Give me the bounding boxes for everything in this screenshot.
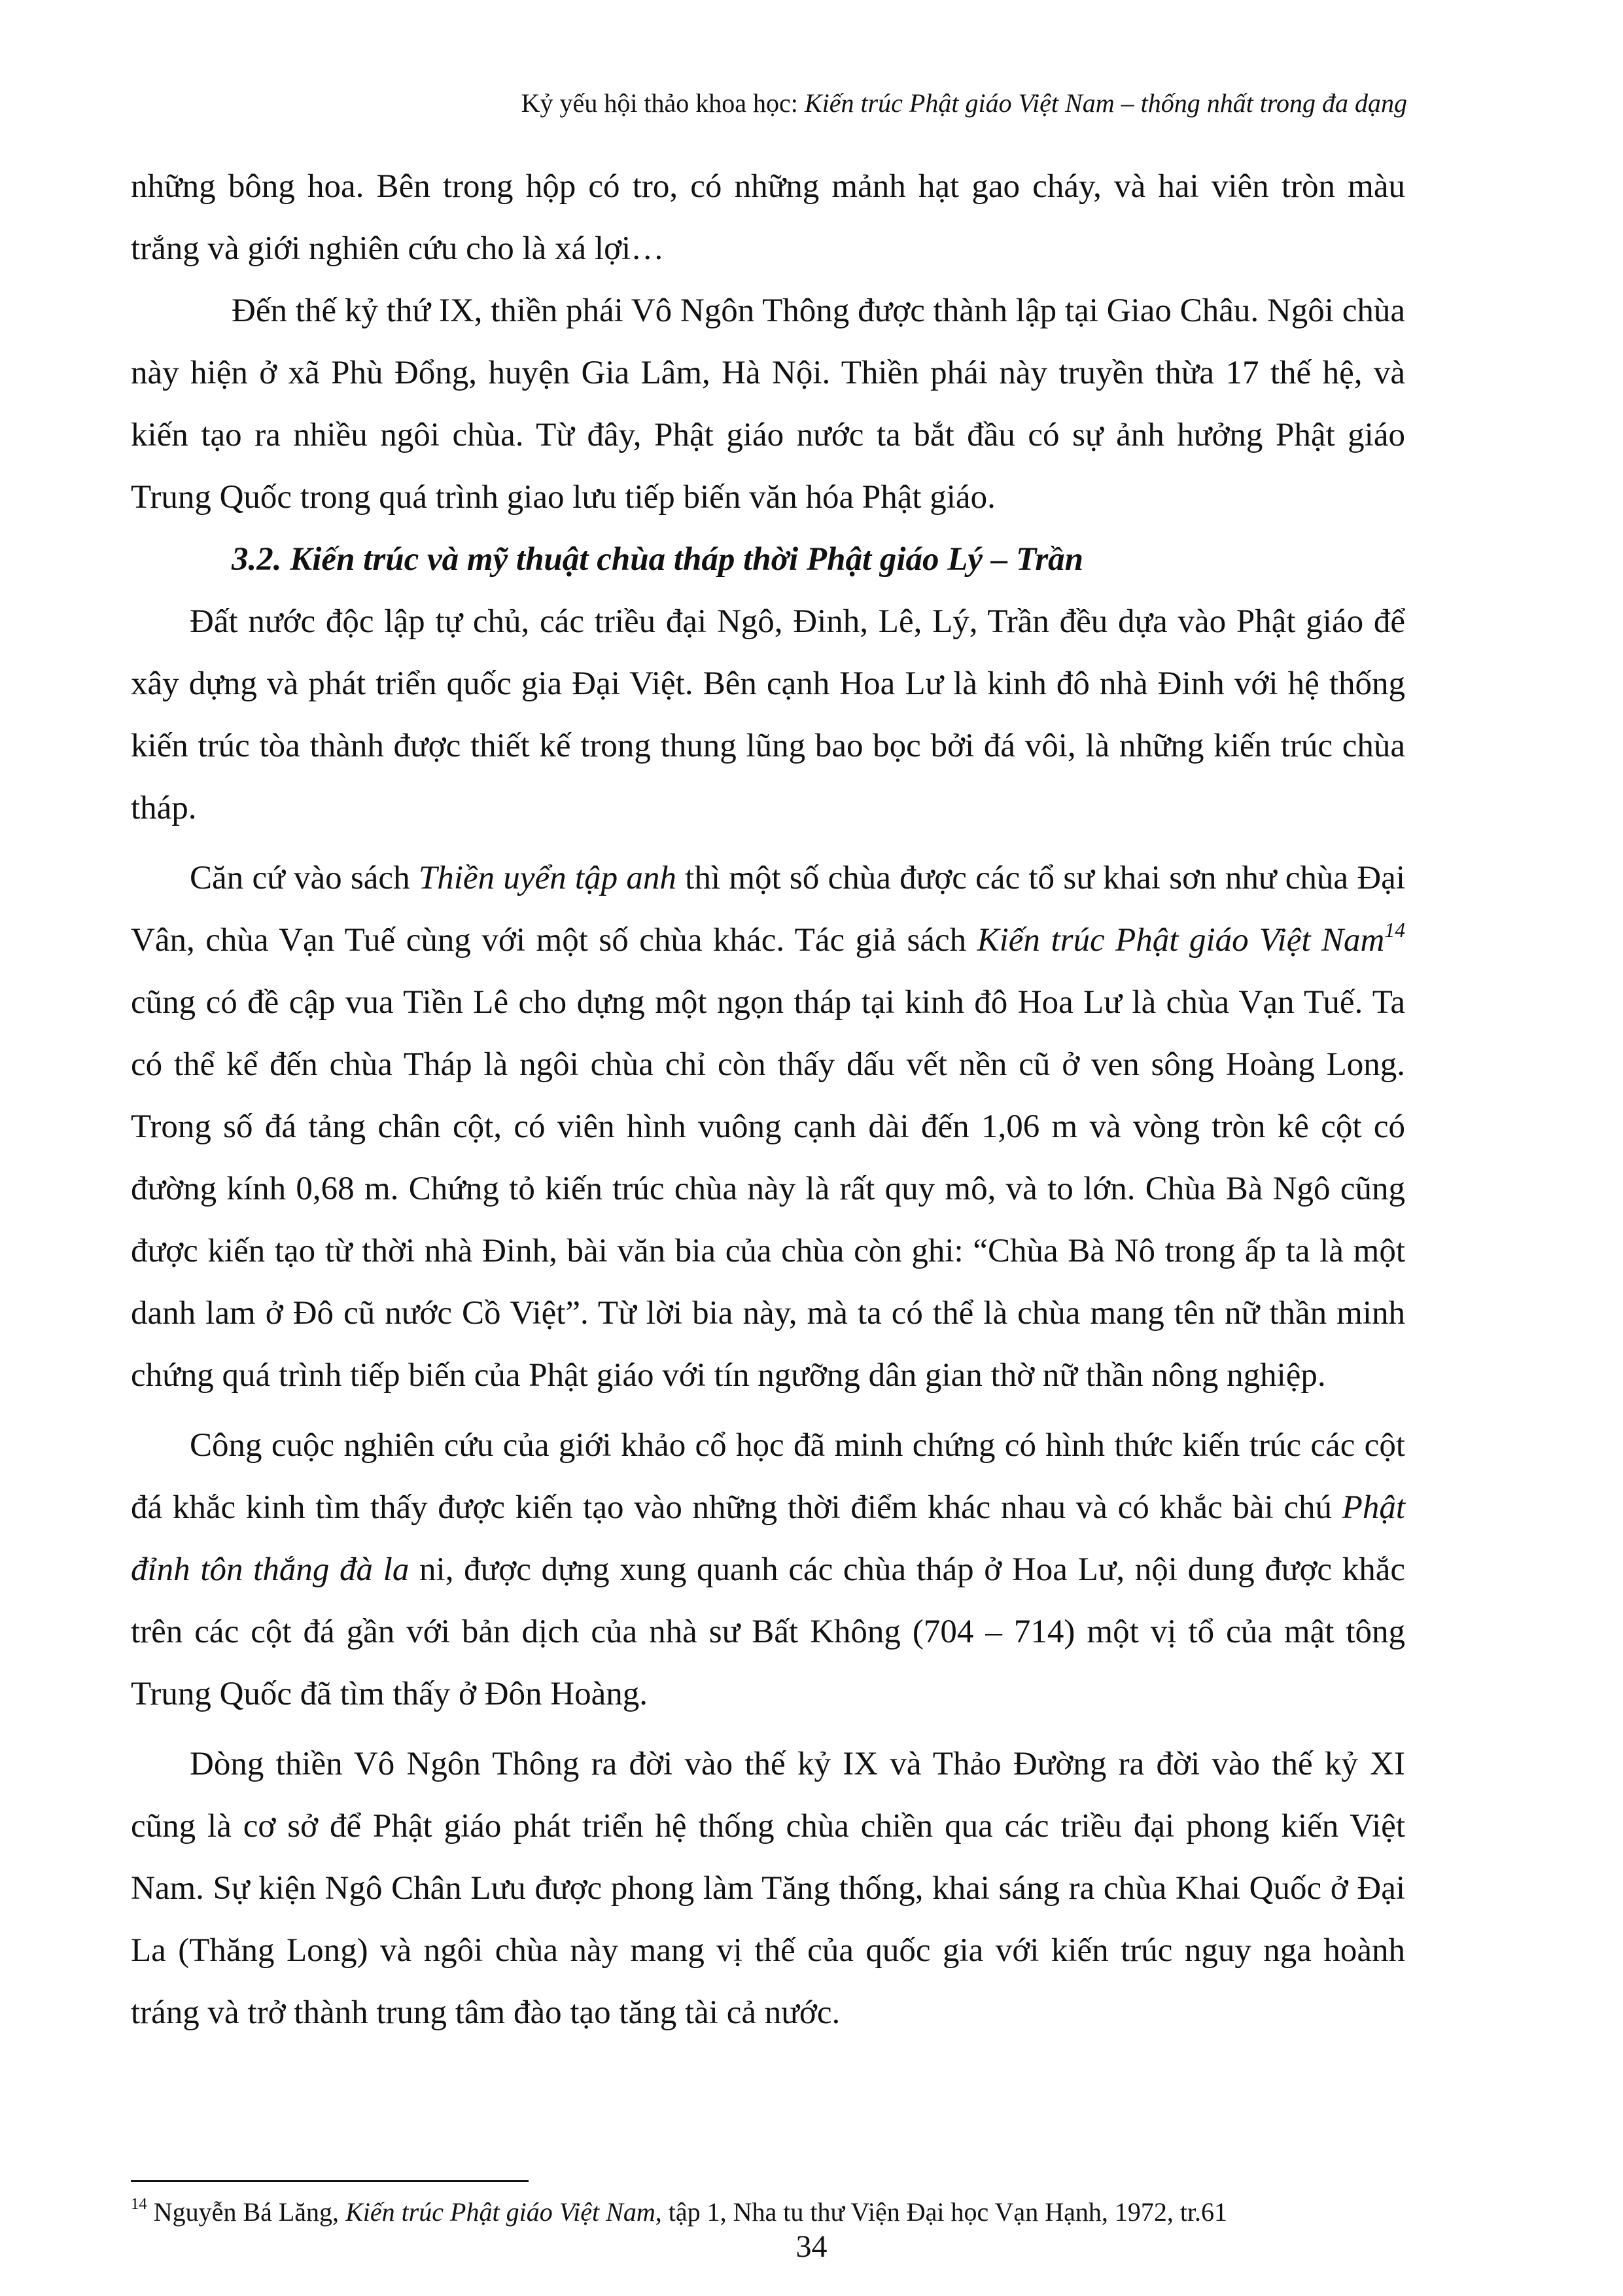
paragraph-2: Đến thế kỷ thứ IX, thiền phái Vô Ngôn Thông được thành lập tại Giao Châu. Ngôi chùa này hiện ở xã Phù Đổng, huyện Gia Lâm, Hà Nội. Thiền phái này truyền thừa 17 thế hệ, và kiến tạo ra nhiều ngôi chùa. Từ đây, Phật giáo nước ta bắt đầu có sự ảnh hưởng Phật giáo Trung Quốc trong quá trình giao lưu tiếp biến văn hóa Phật giáo. [131,292,1405,516]
paragraph-3: Đất nước độc lập tự chủ, các triều đại Ngô, Đinh, Lê, Lý, Trần đều dựa vào Phật giáo để xây dựng và phát triển quốc gia Đại Việt. Bên cạnh Hoa Lư là kinh đô nhà Đinh với hệ thống kiến trúc tòa thành được thiết kế trong thung lũng bao bọc bởi đá vôi, là những kiến trúc chùa tháp. [131,603,1405,826]
footnote-number: 14 [131,2195,147,2213]
paragraph-4-italic-b: Kiến trúc Phật giáo Việt Nam [977,922,1385,959]
paragraph-6: Dòng thiền Vô Ngôn Thông ra đời vào thế kỷ IX và Thảo Đường ra đời vào thế kỷ XI cũng là cơ sở để Phật giáo phát triển hệ thống chùa chiền qua các triều đại phong kiến Việt Nam. Sự kiện Ngô Chân Lưu được phong làm Tăng thống, khai sáng ra chùa Khai Quốc ở Đại La (Thăng Long) và ngôi chùa này mang vị thế của quốc gia với kiến trúc nguy nga hoành tráng và trở thành trung tâm đào tạo tăng tài cả nước. [131,1746,1405,2031]
footnote [131,2197,1227,2227]
paragraph-1: những bông hoa. Bên trong hộp có tro, có những mảnh hạt gao cháy, và hai viên tròn màu trắng và giới nghiên cứu cho là xá lợi… [131,168,1405,267]
footnote-title: Kiến trúc Phật giáo Việt Nam [345,2197,655,2227]
footnote-author: Nguyễn Bá Lăng, [147,2197,346,2227]
footnote-divider [131,2180,529,2182]
page-body [131,156,1405,2044]
paragraph-5-text-b: ni, được dựng xung quanh các chùa tháp ở Hoa Lư, nội dung được khắc trên các cột đá gần với bản dịch của nhà sư Bất Không (704 – 714) một vị tổ của mật tông Trung Quốc đã tìm thấy ở Đôn Hoàng. [131,1551,1405,1712]
paragraph-5-italic: Phật đỉnh tôn thắng đà la [131,1489,1405,1588]
paragraph-5 [131,1415,1405,1725]
paragraph-4-italic-a: Thiền uyển tập anh [418,860,676,896]
running-header [521,90,1407,116]
paragraph-4-text-c: cũng có đề cập vua Tiền Lê cho dựng một ngọn tháp tại kinh đô Hoa Lư là chùa Vạn Tuế. Ta có thể kể đến chùa Tháp là ngôi chùa chỉ còn thấy dấu vết nền cũ ở ven sông Hoàng Long. Trong số đá tảng chân cột, có viên hình vuông cạnh dài đến 1,06 m và vòng tròn kê cột có đường kính 0,68 m. Chứng tỏ kiến trúc chùa này là rất quy mô, và to lớn. Chùa Bà Ngô cũng được kiến tạo từ thời nhà Đinh, bài văn bia của chùa còn ghi: “Chùa Bà Nô trong ấp ta là một danh lam ở Đô cũ nước Cồ Việt”. Từ lời bia này, mà ta có thể là chùa mang tên nữ thần minh chứng quá trình tiếp biến của Phật giáo với tín ngưỡng dân gian thờ nữ thần nông nghiệp. [131,984,1405,1394]
paragraph-4-text-a: Căn cứ vào sách [190,860,419,896]
paragraph-4 [131,847,1405,1407]
paragraph-5-text-a: Công cuộc nghiên cứu của giới khảo cổ học đã minh chứng có hình thức kiến trúc các cột đá khắc kinh tìm thấy được kiến tạo vào những thời điểm khác nhau và có khắc bài chú [131,1427,1405,1526]
paragraph-4-text-b: thì một số chùa được các tổ sư khai sơn như chùa Đại Vân, chùa Vạn Tuế cùng với một số chùa khác. Tác giả sách [131,860,1405,959]
header-title: Kiến trúc Phật giáo Việt Nam – thống nhất trong đa dạng [804,88,1407,118]
page-number: 34 [795,2229,828,2264]
footnote-details: , tập 1, Nha tu thư Viện Đại học Vạn Hạnh, 1972, tr.61 [655,2197,1228,2227]
section-heading: 3.2. Kiến trúc và mỹ thuật chùa tháp thời Phật giáo Lý – Trần [232,541,1084,578]
header-prefix: Kỷ yếu hội thảo khoa học: [521,88,805,118]
footnote-reference[interactable]: 14 [1384,918,1405,942]
